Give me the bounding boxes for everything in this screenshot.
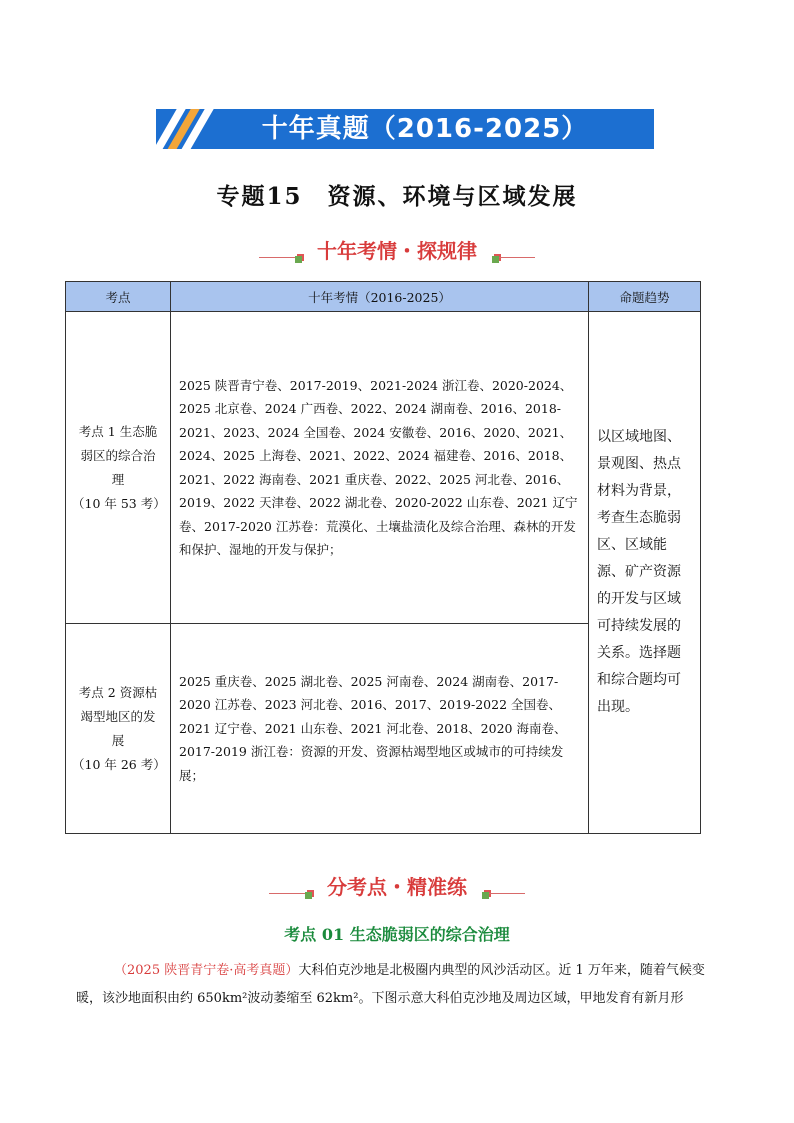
exam-point-cell (66, 312, 171, 624)
divider-line (259, 257, 295, 258)
exam-detail-cell: 2025 陕晋青宁卷、2017-2019、2021-2024 浙江卷、2020-2024、2025 北京卷、2024 广西卷、2022、2024 湖南卷、2016、2018-2021、2023、2024 全国卷、2024 安徽卷、2016、2020、2021、2024、2025 上海卷、2021、2022、2024 福建卷、2016、2018、2021、2022 海南卷、2021 重庆卷、2022、2025 河北卷、2016、2019、2022 天津卷、2022 湖北卷、2020-2022 山东卷、2021 辽宁卷、2017-2020 江苏卷：荒漠化、土壤盐渍化及综合治理、森林的开发和保护、湿地的开发与保护； (171, 312, 589, 624)
topic-title: 专题15 资源、环境与区域发展 (216, 183, 578, 210)
exam-point-count: （10 年 53 考） (72, 495, 166, 511)
top-banner (156, 109, 654, 149)
exam-point-cell (66, 624, 171, 834)
diamond-icon (482, 892, 489, 899)
table-row (66, 312, 701, 624)
table-header-cell: 十年考情（2016-2025） (171, 282, 589, 312)
question-paragraph (76, 957, 716, 1013)
sub-heading: 考点 01 生态脆弱区的综合治理 (284, 925, 510, 944)
banner-title: 十年真题（2016-2025） (261, 114, 589, 144)
divider-line (269, 893, 305, 894)
exam-point-line: 考点 1 生态脆 (78, 423, 158, 439)
exam-detail-cell: 2025 重庆卷、2025 湖北卷、2025 河南卷、2024 湖南卷、2017-2020 江苏卷、2023 河北卷、2016、2017、2019-2022 全国卷、2021 辽宁卷、2021 山东卷、2021 河北卷、2018、2020 海南卷、2017-2019 浙江卷：资源的开发、资源枯竭型地区或城市的可持续发展； (171, 624, 589, 834)
question-text: 大科伯克沙地是北极圈内典型的风沙活动区。近 1 万年来，随着气候变暖，该沙地面积由约 650km²波动萎缩至 62km²。下图示意大科伯克沙地及周边区域，甲地发育有新月形 (76, 963, 705, 1006)
table-header-row (66, 282, 701, 312)
section-heading-label: 分考点・精准练 (327, 875, 467, 899)
diamond-icon (492, 256, 499, 263)
question-source: （2025 陕晋青宁卷·高考真题） (114, 963, 299, 978)
exam-point-line: 展 (111, 732, 125, 748)
diamond-icon (305, 892, 312, 899)
exam-point-count: （10 年 26 考） (72, 756, 166, 772)
trend-cell: 以区域地图、景观图、热点材料为背景，考查生态脆弱区、区域能源、矿产资源的开发与区域可持续发展的关系。选择题和综合题均可出现。 (589, 312, 701, 834)
exam-point-line: 竭型地区的发 (80, 708, 156, 724)
exam-point-line: 理 (111, 471, 125, 487)
exam-point-line: 弱区的综合治 (80, 447, 156, 463)
section-heading-label: 十年考情・探规律 (317, 239, 477, 263)
table-header-cell: 命题趋势 (589, 282, 701, 312)
divider-line (499, 257, 535, 258)
section-heading-practice (0, 872, 794, 902)
section-heading-trends (0, 236, 794, 266)
divider-line (489, 893, 525, 894)
diamond-icon (295, 256, 302, 263)
table-header-cell: 考点 (66, 282, 171, 312)
exam-point-line: 考点 2 资源枯 (78, 684, 158, 700)
exam-overview-table (65, 281, 701, 834)
